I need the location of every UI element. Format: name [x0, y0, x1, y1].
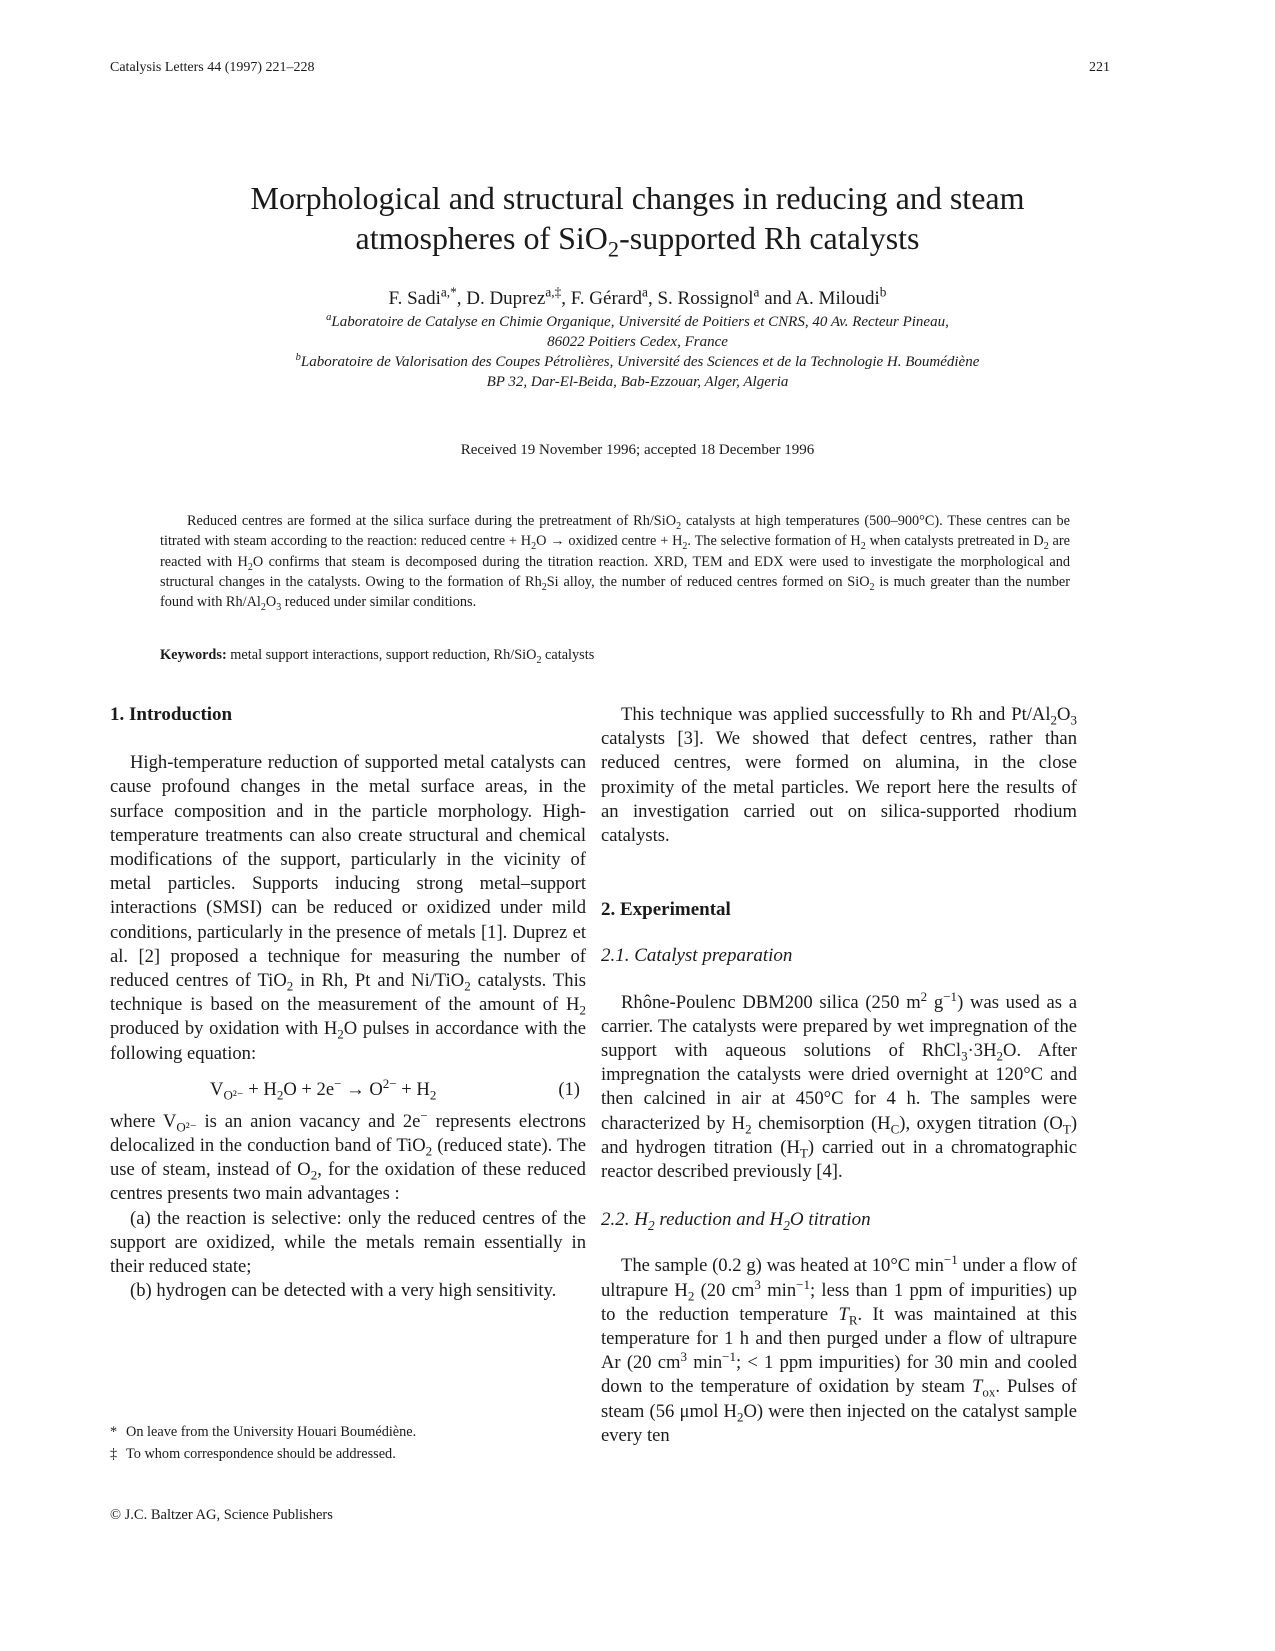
abstract: Reduced centres are formed at the silica surface during the pretreatment of Rh/SiO$_2$ catalysts at high temperatures (500–900°C). These centres can be titrated with steam according to the reaction: reduced centre + $H_2O$ → oxidized centre + $H_2$. The selective formation of $H_2$ when catalysts pretreated in $D_2$ are reacted with $H_2O$ confirms that steam is decomposed during the titration reaction. XRD, TEM and EDX were used to investigate the morphological and structural changes in the catalysts. Owing to the formation of $Rh_2Si$ alloy, the number of reduced centres formed on SiO$_2$ is much greater than the number found with $Rh/Al_2O_3$ reduced under similar conditions.	[160, 513, 1071, 614]
intro-paragraph-1: High-temperature reduction of supported metal catalysts can cause profound changes in the metal surface areas, in the surface composition and in the particle morphology. High-temperature treatments can also create structural and chemical modifications of the support, particularly in the vicinity of metal particles. Supports inducing strong metal–support interactions (SMSI) can be reduced or oxidized under mild conditions, particularly in the presence of metals [1]. Duprez et al. [2] proposed a technique for measuring the number of reduced centres of TiO$_2$ in Rh, Pt and Ni/TiO$_2$ catalysts. This technique is based on the measurement of the amount of $H_2$ produced by oxidation with $H_2O$ pulses in accordance with the following equation:	[110, 752, 586, 1064]
affiliation-b: $^b$Laboratoire de Valorisation des Coupes Pétrolières, Université des Sciences et de la Technologie H. Boumédiène BP 32, Dar-El-Beida, Bab-Ezzouar, Alger, Algeria	[295, 352, 980, 390]
intro-item-b: (b) hydrogen can be detected with a very high sensitivity.	[130, 1280, 557, 1302]
equation-1: $V_{O^{2-}} + H_2O + 2e^- \to O^{2-} + H_2$ (1)	[210, 1075, 580, 1103]
equation-number: (1)	[558, 1078, 580, 1100]
copyright: © J.C. Baltzer AG, Science Publishers	[110, 1507, 333, 1523]
footnotes	[110, 1421, 416, 1465]
subsection-heading-h2-reduction: 2.2. $H_2$ reduction and $H_2O$ titration	[601, 1209, 871, 1234]
intro-paragraph-2: where $V_{O^{2-}}$ is an anion vacancy and 2e− represents electrons delocalized in the conduction band of TiO$_2$ (reduced state). The use of steam, instead of $O_2$, for the oxidation of these reduced centres presents two main advantages :	[110, 1107, 586, 1205]
title-line-2: atmospheres of SiO$_2$-supported Rh catalysts	[355, 220, 920, 262]
section-heading-experimental: 2. Experimental	[601, 899, 731, 921]
footnote-1: * On leave from the University Houari Boumédiène.	[110, 1424, 417, 1440]
intro-paragraph-3: This technique was applied successfully to Rh and $Pt/Al_2O_3$ catalysts [3]. We showed that defect centres, rather than reduced centres, were formed on alumina, in the close proximity of the metal particles. We report here the results of an investigation carried out on silica-supported rhodium catalysts.	[601, 704, 1077, 847]
footnote-2: ‡ To whom correspondence should be addressed.	[110, 1446, 396, 1462]
experimental-paragraph-2: The sample (0.2 g) was heated at 10°C $\min^{-1}$ under a flow of ultrapure $H_2$ (20 $cm^3$ $\min^{-1}$; less than 1 ppm of impurities) up to the reduction temperature $T_R$. It was maintained at this temperature for 1 h and then purged under a flow of ultrapure Ar (20 $cm^3$ $\min^{-1}$; < 1 ppm impurities) for 30 min and cooled down to the temperature of oxidation by steam $T_{ox}$. Pulses of steam (56 μmol $H_2O$) were then injected on the catalyst sample every ten	[601, 1252, 1077, 1446]
paper-title	[0, 178, 1275, 262]
experimental-paragraph-1: Rhône-Poulenc DBM200 silica (250 $m^2$ $g^{-1}$) was used as a carrier. The catalysts were prepared by wet impregnation of the support with aqueous solutions of $RhCl_3\cdot 3H_2O$. After impregnation the catalysts were dried overnight at 120°C and then calcined in air at 450°C for 4 h. The samples were characterized by $H_2$ chemisorption $(H_C)$, oxygen titration $(O_T)$ and hydrogen titration $(H_T)$ carried out in a chromatographic reactor described previously [4].	[601, 988, 1078, 1183]
author-list: F. Sadi$^{a,*}$, D. Duprez$^{a,\ddagger}$, F. Gérard$^a$, S. Rossignol$^a$ and A. Miloudi$^b$	[388, 284, 887, 309]
intro-item-a: (a) the reaction is selective: only the reduced centres of the support are oxidized, while the metals remain essentially in their reduced state;	[110, 1207, 586, 1278]
section-heading-introduction: 1. Introduction	[110, 704, 233, 725]
subsection-heading-catalyst-preparation: 2.1. Catalyst preparation	[601, 945, 793, 967]
running-header: Catalysis Letters 44 (1997) 221–228	[110, 60, 315, 75]
affiliation-a: $^a$Laboratoire de Catalyse en Chimie Organique, Université de Poitiers et CNRS, 40 Av. Recteur Pineau, 86022 Poitiers Cedex, France	[326, 312, 949, 350]
right-column	[601, 703, 1077, 1448]
title-line-1: Morphological and structural changes in reducing and steam	[250, 180, 1025, 216]
page-number: 221	[1089, 60, 1110, 75]
section-introduction	[110, 703, 586, 1303]
keywords: Keywords: metal support interactions, support reduction, Rh/SiO$_2$ catalysts	[160, 647, 595, 666]
received-dates: Received 19 November 1996; accepted 18 December 1996	[460, 442, 815, 458]
